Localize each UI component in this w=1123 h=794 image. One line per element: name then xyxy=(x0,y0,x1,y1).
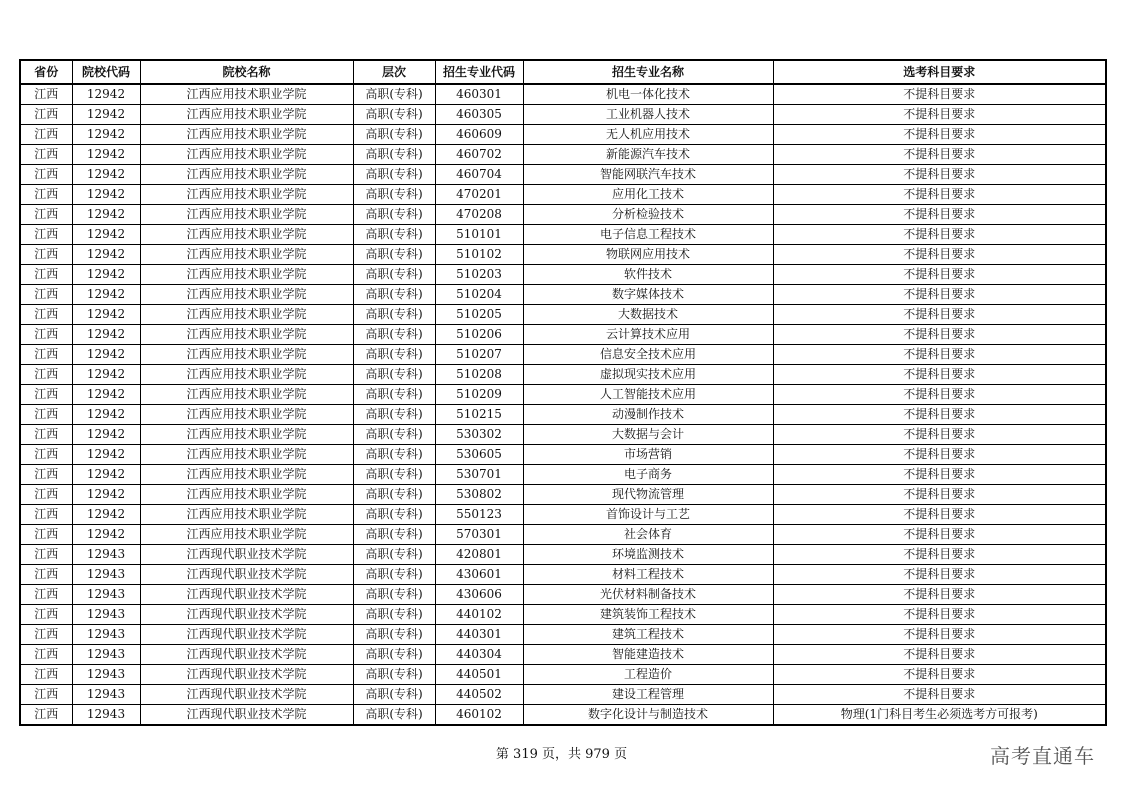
cell-level: 高职(专科) xyxy=(353,305,435,325)
cell-level: 高职(专科) xyxy=(353,345,435,365)
cell-major-name: 分析检验技术 xyxy=(523,205,773,225)
cell-school-code: 12942 xyxy=(72,505,140,525)
cell-subject-requirement: 不提科目要求 xyxy=(773,125,1106,145)
cell-level: 高职(专科) xyxy=(353,165,435,185)
cell-province: 江西 xyxy=(20,125,72,145)
cell-subject-requirement: 不提科目要求 xyxy=(773,345,1106,365)
cell-subject-requirement: 不提科目要求 xyxy=(773,285,1106,305)
table-row xyxy=(20,145,1106,165)
cell-province: 江西 xyxy=(20,645,72,665)
cell-school-code: 12942 xyxy=(72,125,140,145)
cell-province: 江西 xyxy=(20,365,72,385)
cell-major-code: 510206 xyxy=(435,325,523,345)
cell-school-code: 12942 xyxy=(72,84,140,105)
cell-level: 高职(专科) xyxy=(353,665,435,685)
header-school-name: 院校名称 xyxy=(140,60,353,84)
cell-school-code: 12942 xyxy=(72,385,140,405)
cell-school-name: 江西应用技术职业学院 xyxy=(140,345,353,365)
header-subject-requirement: 选考科目要求 xyxy=(773,60,1106,84)
cell-subject-requirement: 不提科目要求 xyxy=(773,585,1106,605)
cell-subject-requirement: 不提科目要求 xyxy=(773,84,1106,105)
table-row xyxy=(20,125,1106,145)
table-row xyxy=(20,265,1106,285)
cell-subject-requirement: 不提科目要求 xyxy=(773,565,1106,585)
cell-school-code: 12943 xyxy=(72,665,140,685)
cell-major-name: 大数据与会计 xyxy=(523,425,773,445)
cell-province: 江西 xyxy=(20,84,72,105)
cell-level: 高职(专科) xyxy=(353,365,435,385)
cell-major-name: 数字化设计与制造技术 xyxy=(523,705,773,726)
cell-major-code: 510209 xyxy=(435,385,523,405)
cell-school-code: 12943 xyxy=(72,605,140,625)
cell-school-code: 12942 xyxy=(72,325,140,345)
cell-school-name: 江西应用技术职业学院 xyxy=(140,425,353,445)
cell-major-name: 动漫制作技术 xyxy=(523,405,773,425)
header-province: 省份 xyxy=(20,60,72,84)
cell-subject-requirement: 不提科目要求 xyxy=(773,605,1106,625)
header-major-name: 招生专业名称 xyxy=(523,60,773,84)
cell-major-code: 550123 xyxy=(435,505,523,525)
cell-subject-requirement: 不提科目要求 xyxy=(773,405,1106,425)
cell-school-code: 12942 xyxy=(72,185,140,205)
table-row xyxy=(20,705,1106,726)
cell-major-code: 530701 xyxy=(435,465,523,485)
cell-level: 高职(专科) xyxy=(353,205,435,225)
cell-school-code: 12942 xyxy=(72,285,140,305)
cell-subject-requirement: 不提科目要求 xyxy=(773,145,1106,165)
cell-major-name: 社会体育 xyxy=(523,525,773,545)
cell-level: 高职(专科) xyxy=(353,185,435,205)
cell-major-name: 智能建造技术 xyxy=(523,645,773,665)
cell-school-name: 江西应用技术职业学院 xyxy=(140,205,353,225)
cell-school-code: 12942 xyxy=(72,265,140,285)
table-row xyxy=(20,225,1106,245)
cell-major-code: 510205 xyxy=(435,305,523,325)
table-row xyxy=(20,345,1106,365)
cell-level: 高职(专科) xyxy=(353,445,435,465)
cell-major-name: 建设工程管理 xyxy=(523,685,773,705)
cell-level: 高职(专科) xyxy=(353,285,435,305)
cell-subject-requirement: 不提科目要求 xyxy=(773,245,1106,265)
cell-province: 江西 xyxy=(20,585,72,605)
cell-major-code: 510204 xyxy=(435,285,523,305)
cell-school-name: 江西现代职业技术学院 xyxy=(140,645,353,665)
cell-major-name: 无人机应用技术 xyxy=(523,125,773,145)
cell-province: 江西 xyxy=(20,345,72,365)
cell-province: 江西 xyxy=(20,445,72,465)
cell-major-name: 市场营销 xyxy=(523,445,773,465)
cell-major-code: 440502 xyxy=(435,685,523,705)
cell-school-name: 江西应用技术职业学院 xyxy=(140,185,353,205)
cell-subject-requirement: 不提科目要求 xyxy=(773,645,1106,665)
cell-major-code: 460102 xyxy=(435,705,523,726)
cell-subject-requirement: 不提科目要求 xyxy=(773,265,1106,285)
cell-school-name: 江西应用技术职业学院 xyxy=(140,445,353,465)
page-number: 第 319 页，共 979 页 xyxy=(495,747,628,762)
cell-level: 高职(专科) xyxy=(353,585,435,605)
table-row xyxy=(20,585,1106,605)
cell-province: 江西 xyxy=(20,565,72,585)
cell-major-code: 460702 xyxy=(435,145,523,165)
cell-subject-requirement: 物理(1门科目考生必须选考方可报考) xyxy=(773,705,1106,726)
cell-province: 江西 xyxy=(20,305,72,325)
table-body xyxy=(20,84,1106,725)
cell-major-code: 460704 xyxy=(435,165,523,185)
cell-school-code: 12942 xyxy=(72,225,140,245)
cell-school-name: 江西现代职业技术学院 xyxy=(140,585,353,605)
cell-subject-requirement: 不提科目要求 xyxy=(773,305,1106,325)
cell-subject-requirement: 不提科目要求 xyxy=(773,465,1106,485)
table-row xyxy=(20,505,1106,525)
cell-province: 江西 xyxy=(20,285,72,305)
table-row xyxy=(20,405,1106,425)
cell-major-name: 首饰设计与工艺 xyxy=(523,505,773,525)
watermark-logo: 高考直通车 xyxy=(990,744,1095,768)
cell-school-code: 12943 xyxy=(72,545,140,565)
cell-major-name: 新能源汽车技术 xyxy=(523,145,773,165)
cell-school-code: 12943 xyxy=(72,565,140,585)
cell-school-name: 江西现代职业技术学院 xyxy=(140,625,353,645)
cell-school-name: 江西现代职业技术学院 xyxy=(140,705,353,726)
cell-major-code: 510207 xyxy=(435,345,523,365)
cell-school-code: 12943 xyxy=(72,585,140,605)
cell-major-code: 570301 xyxy=(435,525,523,545)
table-row xyxy=(20,245,1106,265)
cell-school-name: 江西应用技术职业学院 xyxy=(140,525,353,545)
table-row xyxy=(20,605,1106,625)
cell-province: 江西 xyxy=(20,165,72,185)
cell-subject-requirement: 不提科目要求 xyxy=(773,445,1106,465)
cell-major-name: 电子信息工程技术 xyxy=(523,225,773,245)
cell-level: 高职(专科) xyxy=(353,325,435,345)
cell-school-name: 江西现代职业技术学院 xyxy=(140,605,353,625)
cell-province: 江西 xyxy=(20,325,72,345)
cell-major-name: 智能网联汽车技术 xyxy=(523,165,773,185)
cell-major-name: 现代物流管理 xyxy=(523,485,773,505)
cell-province: 江西 xyxy=(20,105,72,125)
cell-major-code: 510203 xyxy=(435,265,523,285)
cell-school-code: 12942 xyxy=(72,445,140,465)
cell-school-code: 12942 xyxy=(72,305,140,325)
table-row xyxy=(20,165,1106,185)
cell-province: 江西 xyxy=(20,525,72,545)
table-row xyxy=(20,425,1106,445)
table-row xyxy=(20,465,1106,485)
cell-subject-requirement: 不提科目要求 xyxy=(773,665,1106,685)
cell-school-code: 12942 xyxy=(72,425,140,445)
cell-subject-requirement: 不提科目要求 xyxy=(773,425,1106,445)
cell-subject-requirement: 不提科目要求 xyxy=(773,485,1106,505)
table-row xyxy=(20,285,1106,305)
cell-major-name: 虚拟现实技术应用 xyxy=(523,365,773,385)
cell-major-name: 信息安全技术应用 xyxy=(523,345,773,365)
cell-subject-requirement: 不提科目要求 xyxy=(773,205,1106,225)
cell-province: 江西 xyxy=(20,505,72,525)
cell-school-code: 12942 xyxy=(72,205,140,225)
cell-level: 高职(专科) xyxy=(353,545,435,565)
cell-major-name: 工程造价 xyxy=(523,665,773,685)
table-row xyxy=(20,445,1106,465)
cell-subject-requirement: 不提科目要求 xyxy=(773,165,1106,185)
cell-school-name: 江西应用技术职业学院 xyxy=(140,165,353,185)
cell-major-name: 软件技术 xyxy=(523,265,773,285)
cell-major-code: 510208 xyxy=(435,365,523,385)
cell-province: 江西 xyxy=(20,225,72,245)
cell-subject-requirement: 不提科目要求 xyxy=(773,525,1106,545)
cell-school-name: 江西应用技术职业学院 xyxy=(140,465,353,485)
cell-subject-requirement: 不提科目要求 xyxy=(773,225,1106,245)
cell-level: 高职(专科) xyxy=(353,265,435,285)
table-row xyxy=(20,205,1106,225)
cell-major-code: 440304 xyxy=(435,645,523,665)
cell-level: 高职(专科) xyxy=(353,505,435,525)
cell-level: 高职(专科) xyxy=(353,645,435,665)
cell-level: 高职(专科) xyxy=(353,705,435,726)
cell-major-name: 应用化工技术 xyxy=(523,185,773,205)
cell-major-code: 420801 xyxy=(435,545,523,565)
cell-subject-requirement: 不提科目要求 xyxy=(773,505,1106,525)
cell-school-name: 江西应用技术职业学院 xyxy=(140,145,353,165)
header-row xyxy=(20,60,1106,84)
cell-school-name: 江西应用技术职业学院 xyxy=(140,245,353,265)
cell-major-name: 电子商务 xyxy=(523,465,773,485)
cell-province: 江西 xyxy=(20,205,72,225)
cell-school-code: 12942 xyxy=(72,465,140,485)
cell-level: 高职(专科) xyxy=(353,125,435,145)
cell-school-name: 江西应用技术职业学院 xyxy=(140,365,353,385)
header-major-code: 招生专业代码 xyxy=(435,60,523,84)
cell-subject-requirement: 不提科目要求 xyxy=(773,105,1106,125)
table-row xyxy=(20,385,1106,405)
cell-province: 江西 xyxy=(20,465,72,485)
cell-school-name: 江西应用技术职业学院 xyxy=(140,485,353,505)
table-row xyxy=(20,325,1106,345)
table-row xyxy=(20,105,1106,125)
cell-province: 江西 xyxy=(20,245,72,265)
cell-level: 高职(专科) xyxy=(353,565,435,585)
cell-province: 江西 xyxy=(20,265,72,285)
cell-major-code: 530802 xyxy=(435,485,523,505)
cell-province: 江西 xyxy=(20,185,72,205)
cell-subject-requirement: 不提科目要求 xyxy=(773,385,1106,405)
table-row xyxy=(20,625,1106,645)
cell-level: 高职(专科) xyxy=(353,405,435,425)
cell-school-name: 江西应用技术职业学院 xyxy=(140,385,353,405)
cell-level: 高职(专科) xyxy=(353,425,435,445)
cell-major-code: 530605 xyxy=(435,445,523,465)
cell-level: 高职(专科) xyxy=(353,84,435,105)
cell-major-name: 建筑工程技术 xyxy=(523,625,773,645)
cell-level: 高职(专科) xyxy=(353,145,435,165)
table-row xyxy=(20,525,1106,545)
cell-level: 高职(专科) xyxy=(353,605,435,625)
cell-school-name: 江西应用技术职业学院 xyxy=(140,405,353,425)
cell-major-code: 470201 xyxy=(435,185,523,205)
cell-major-code: 460305 xyxy=(435,105,523,125)
cell-province: 江西 xyxy=(20,605,72,625)
cell-province: 江西 xyxy=(20,405,72,425)
table-row xyxy=(20,84,1106,105)
cell-major-name: 机电一体化技术 xyxy=(523,84,773,105)
cell-major-code: 460609 xyxy=(435,125,523,145)
cell-province: 江西 xyxy=(20,145,72,165)
cell-major-code: 530302 xyxy=(435,425,523,445)
cell-major-code: 430606 xyxy=(435,585,523,605)
cell-major-name: 人工智能技术应用 xyxy=(523,385,773,405)
cell-school-code: 12942 xyxy=(72,365,140,385)
cell-school-code: 12942 xyxy=(72,105,140,125)
cell-major-name: 数字媒体技术 xyxy=(523,285,773,305)
cell-level: 高职(专科) xyxy=(353,245,435,265)
cell-subject-requirement: 不提科目要求 xyxy=(773,625,1106,645)
cell-major-name: 云计算技术应用 xyxy=(523,325,773,345)
cell-major-name: 环境监测技术 xyxy=(523,545,773,565)
header-school-code: 院校代码 xyxy=(72,60,140,84)
cell-major-code: 510102 xyxy=(435,245,523,265)
cell-school-code: 12943 xyxy=(72,705,140,726)
table-row xyxy=(20,645,1106,665)
cell-major-code: 510215 xyxy=(435,405,523,425)
cell-province: 江西 xyxy=(20,665,72,685)
cell-major-code: 460301 xyxy=(435,84,523,105)
cell-level: 高职(专科) xyxy=(353,685,435,705)
cell-school-code: 12943 xyxy=(72,625,140,645)
admissions-table xyxy=(19,59,1107,726)
cell-level: 高职(专科) xyxy=(353,225,435,245)
table-row xyxy=(20,665,1106,685)
cell-level: 高职(专科) xyxy=(353,105,435,125)
cell-school-code: 12942 xyxy=(72,405,140,425)
cell-school-name: 江西现代职业技术学院 xyxy=(140,565,353,585)
cell-province: 江西 xyxy=(20,485,72,505)
table-row xyxy=(20,485,1106,505)
cell-province: 江西 xyxy=(20,425,72,445)
cell-major-code: 470208 xyxy=(435,205,523,225)
cell-school-code: 12942 xyxy=(72,485,140,505)
cell-school-name: 江西应用技术职业学院 xyxy=(140,505,353,525)
cell-level: 高职(专科) xyxy=(353,485,435,505)
cell-major-code: 440102 xyxy=(435,605,523,625)
cell-school-code: 12942 xyxy=(72,525,140,545)
cell-school-name: 江西应用技术职业学院 xyxy=(140,325,353,345)
cell-level: 高职(专科) xyxy=(353,385,435,405)
cell-school-code: 12942 xyxy=(72,145,140,165)
table-row xyxy=(20,565,1106,585)
cell-school-name: 江西现代职业技术学院 xyxy=(140,545,353,565)
cell-subject-requirement: 不提科目要求 xyxy=(773,185,1106,205)
cell-major-name: 建筑装饰工程技术 xyxy=(523,605,773,625)
header-level: 层次 xyxy=(353,60,435,84)
table-row xyxy=(20,305,1106,325)
cell-major-code: 430601 xyxy=(435,565,523,585)
cell-level: 高职(专科) xyxy=(353,465,435,485)
table-row xyxy=(20,185,1106,205)
cell-major-name: 物联网应用技术 xyxy=(523,245,773,265)
cell-major-code: 510101 xyxy=(435,225,523,245)
cell-level: 高职(专科) xyxy=(353,625,435,645)
cell-school-name: 江西现代职业技术学院 xyxy=(140,665,353,685)
cell-subject-requirement: 不提科目要求 xyxy=(773,685,1106,705)
cell-province: 江西 xyxy=(20,685,72,705)
cell-school-name: 江西应用技术职业学院 xyxy=(140,265,353,285)
cell-major-name: 光伏材料制备技术 xyxy=(523,585,773,605)
cell-school-name: 江西应用技术职业学院 xyxy=(140,84,353,105)
table-header xyxy=(20,60,1106,84)
cell-major-name: 材料工程技术 xyxy=(523,565,773,585)
cell-school-code: 12943 xyxy=(72,685,140,705)
table-row xyxy=(20,545,1106,565)
cell-school-name: 江西现代职业技术学院 xyxy=(140,685,353,705)
cell-major-name: 工业机器人技术 xyxy=(523,105,773,125)
cell-province: 江西 xyxy=(20,705,72,726)
cell-major-name: 大数据技术 xyxy=(523,305,773,325)
cell-major-code: 440301 xyxy=(435,625,523,645)
cell-school-code: 12942 xyxy=(72,345,140,365)
cell-school-code: 12942 xyxy=(72,245,140,265)
cell-subject-requirement: 不提科目要求 xyxy=(773,365,1106,385)
cell-school-code: 12943 xyxy=(72,645,140,665)
cell-school-name: 江西应用技术职业学院 xyxy=(140,305,353,325)
cell-school-name: 江西应用技术职业学院 xyxy=(140,225,353,245)
table-row xyxy=(20,685,1106,705)
cell-school-name: 江西应用技术职业学院 xyxy=(140,285,353,305)
cell-school-name: 江西应用技术职业学院 xyxy=(140,125,353,145)
cell-subject-requirement: 不提科目要求 xyxy=(773,545,1106,565)
cell-major-code: 440501 xyxy=(435,665,523,685)
cell-province: 江西 xyxy=(20,385,72,405)
cell-school-name: 江西应用技术职业学院 xyxy=(140,105,353,125)
table-row xyxy=(20,365,1106,385)
cell-school-code: 12942 xyxy=(72,165,140,185)
cell-province: 江西 xyxy=(20,625,72,645)
cell-province: 江西 xyxy=(20,545,72,565)
cell-level: 高职(专科) xyxy=(353,525,435,545)
cell-subject-requirement: 不提科目要求 xyxy=(773,325,1106,345)
